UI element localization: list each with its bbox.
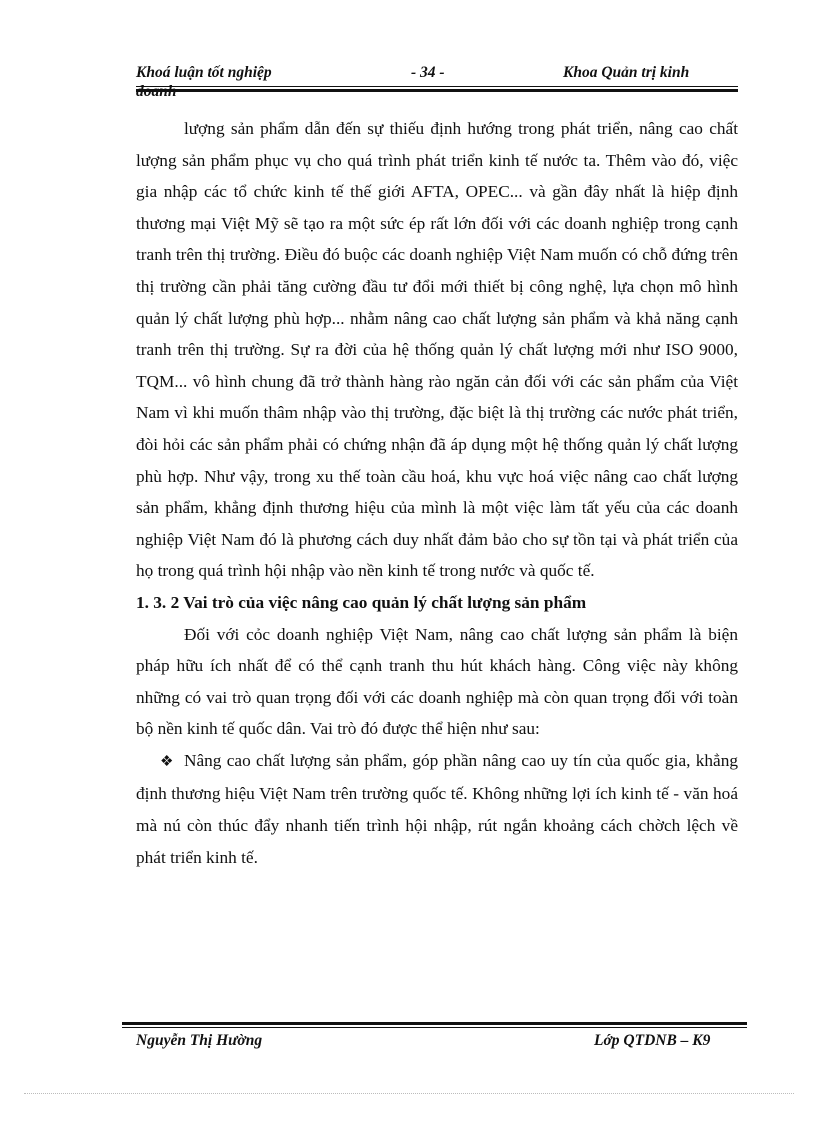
- header-thin-rule: [136, 86, 738, 87]
- paragraph-intro: Đối với cỏc doanh nghiệp Việt Nam, nâng cao chất lượng sản phẩm là biện pháp hữu ích nhất để có thể cạnh tranh thu hút khách hàng. Công việc này không những có vai trò quan trọng đối với các doanh nghiệp mà còn quan trọng đối với toàn bộ nền kinh tế quốc dân. Vai trò đó được thể hiện như sau:: [136, 624, 738, 739]
- section-heading: 1. 3. 2 Vai trò của việc nâng cao quản lý chất lượng sản phẩm: [136, 592, 587, 612]
- header-faculty-wrap: doanh: [136, 83, 177, 100]
- page-header: [136, 62, 738, 106]
- bullet-item: [136, 745, 738, 873]
- footer-author: Nguyễn Thị Hường: [136, 1032, 263, 1049]
- page-footer: [122, 1022, 747, 1062]
- page-number: - 34 -: [411, 64, 445, 81]
- footer-thin-rule: [122, 1027, 747, 1028]
- paragraph-continuation: lượng sản phẩm dẫn đến sự thiếu định hướng trong phát triển, nâng cao chất lượng sản phẩm phục vụ cho quá trình phát triển kinh tế nước ta. Thêm vào đó, việc gia nhập các tổ chức kinh tế thế giới AFTA, OPEC... và gần đây nhất là hiệp định thương mại Việt Mỹ sẽ tạo ra một sức ép rất lớn đối với các doanh nghiệp trong cạnh tranh trên thị trường. Điều đó buộc các doanh nghiệp Việt Nam muốn có chỗ đứng trên thị trường cần phải tăng cường đầu tư đổi mới thiết bị công nghệ, lựa chọn mô hình quản lý chất lượng phù hợp... nhằm nâng cao chất lượng sản phẩm và khả năng cạnh tranh trên thị trường. Sự ra đời của hệ thống quản lý chất lượng mới như ISO 9000, TQM... vô hình chung đã trở thành hàng rào ngăn cản đối với các sản phẩm của Việt Nam vì khi muốn thâm nhập vào thị trường, đặc biệt là thị trường các nước phát triển, đòi hỏi các sản phẩm phải có chứng nhận đã áp dụng một hệ thống quản lý chất lượng phù hợp. Như vậy, trong xu thế toàn cầu hoá, khu vực hoá việc nâng cao chất lượng sản phẩm, khẳng định thương hiệu của mình là một việc làm tất yếu của các doanh nghiệp Việt Nam đó là phương cách duy nhất đảm bảo cho sự tồn tại và phát triển của họ trong quá trình hội nhập vào nền kinh tế trong nước và quốc tế.: [136, 119, 738, 581]
- header-thick-rule: [136, 89, 738, 92]
- page-bottom-divider: [24, 1093, 794, 1094]
- diamond-bullet-icon: ❖: [160, 753, 174, 770]
- footer-thick-rule: [122, 1022, 747, 1025]
- header-thesis-label: Khoá luận tốt nghiệp: [136, 64, 272, 81]
- footer-class: Lớp QTDNB – K9: [594, 1032, 711, 1049]
- bullet-item-text: Nâng cao chất lượng sản phẩm, góp phần nâng cao uy tín của quốc gia, khẳng định thương hiệu Việt Nam trên trường quốc tế. Không những lợi ích kinh tế - văn hoá mà nú còn thúc đẩy nhanh tiến trình hội nhập, rút ngắn khoảng cách chờch lệch về phát triển kinh tế.: [136, 750, 738, 867]
- header-faculty-label: Khoa Quản trị kinh: [563, 64, 690, 81]
- page-body: [136, 113, 738, 873]
